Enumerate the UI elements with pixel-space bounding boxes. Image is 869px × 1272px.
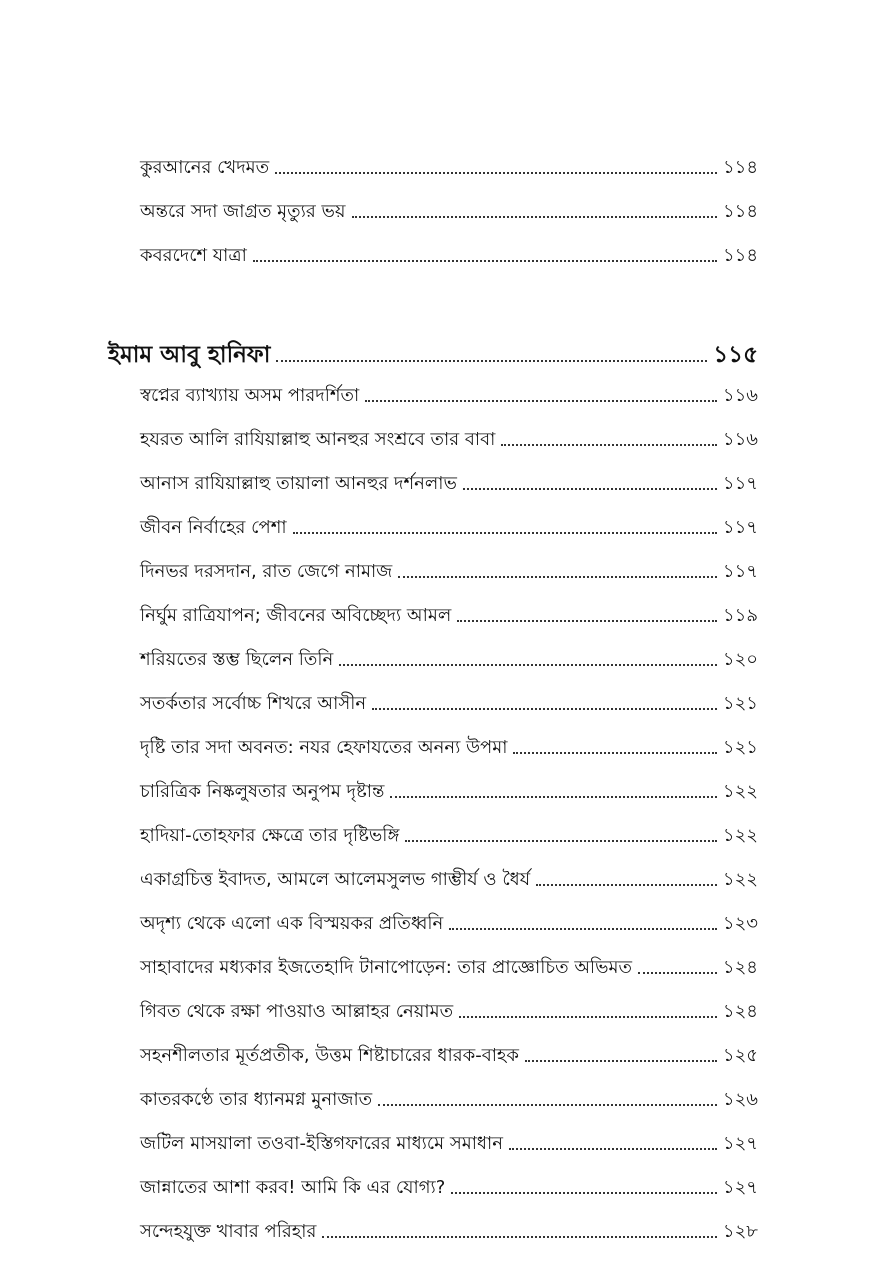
toc-subentry — [140, 862, 758, 892]
toc-subentry — [140, 686, 758, 716]
toc-entry-page: ১১৬ — [722, 429, 758, 450]
toc-entry-page: ১১৭ — [722, 473, 758, 494]
dot-leader — [253, 260, 717, 262]
toc-subentry — [140, 906, 758, 936]
toc-entry-page: ১১৪ — [722, 201, 758, 222]
dot-leader — [352, 216, 717, 218]
toc-entry-title: অন্তরে সদা জাগ্রত মৃত্যুর ভয় — [140, 201, 346, 222]
dot-leader — [509, 1148, 717, 1150]
toc-entry-title: কুরআনের খেদমত — [140, 157, 270, 178]
dot-leader — [372, 708, 717, 710]
toc-entry-page: ১২৭ — [722, 1133, 758, 1154]
toc-subentry — [140, 1038, 758, 1068]
toc-entry-title: সাহাবাদের মধ্যকার ইজতেহাদি টানাপোড়েন: তার প্রাজ্ঞোচিত অভিমত — [140, 957, 632, 978]
dot-leader — [463, 488, 717, 490]
toc-entry-page: ১২২ — [722, 781, 758, 802]
toc-subentry — [140, 378, 758, 408]
toc-entry — [140, 150, 758, 180]
toc-entry-title: আনাস রাযিয়াল্লাহু তায়ালা আনহুর দর্শনলাভ — [140, 473, 457, 494]
toc-entry-page: ১২৫ — [722, 1045, 758, 1066]
dot-leader — [513, 752, 716, 754]
toc-subentry — [140, 1082, 758, 1112]
dot-leader — [398, 576, 717, 578]
toc-subentry — [140, 1214, 758, 1244]
toc-entry-title: দিনভর দরসদান, রাত জেগে নামাজ — [140, 561, 393, 582]
toc-entry-title: একাগ্রচিত্ত ইবাদত, আমলে আলেমসুলভ গাম্ভীর্য ও ধৈর্য — [140, 869, 531, 890]
dot-leader — [276, 360, 707, 362]
dot-leader — [275, 172, 717, 174]
dot-leader — [339, 664, 717, 666]
toc-subentry — [140, 642, 758, 672]
toc-entry-title: চারিত্রিক নিষ্কলুষতার অনুপম দৃষ্টান্ত — [140, 781, 385, 802]
toc-subentry — [140, 510, 758, 540]
toc-entry-page: ১১৪ — [722, 245, 758, 266]
toc-subentry — [140, 774, 758, 804]
toc-subentry — [140, 950, 758, 980]
toc-entry-page: ১২১ — [722, 693, 758, 714]
toc-subentry — [140, 730, 758, 760]
section-title: ইমাম আবু হানিফা — [108, 342, 271, 368]
toc-entry-page: ১২০ — [722, 649, 758, 670]
toc-entry — [140, 238, 758, 268]
toc-entry-page: ১১৪ — [722, 157, 758, 178]
toc-entry-page: ১২৩ — [722, 913, 758, 934]
toc-entry-title: গিবত থেকে রক্ষা পাওয়াও আল্লাহর নেয়ামত — [140, 1001, 454, 1022]
section-page: ১১৫ — [713, 342, 758, 368]
toc-entry-title: সন্দেহযুক্ত খাবার পরিহার — [140, 1221, 317, 1242]
toc-entry-page: ১২৮ — [722, 1221, 758, 1242]
toc-entry-title: হাদিয়া-তোহফার ক্ষেত্রে তার দৃষ্টিভঙ্গি — [140, 825, 400, 846]
toc-entry-title: নির্ঘুম রাত্রিযাপন; জীবনের অবিচ্ছেদ্য আমল — [140, 605, 452, 626]
toc-entry-title: কবরদেশে যাত্রা — [140, 245, 247, 266]
toc-entry-page: ১২৪ — [722, 1001, 758, 1022]
toc-entry-page: ১২২ — [722, 825, 758, 846]
dot-leader — [449, 928, 717, 930]
toc-subentry — [140, 466, 758, 496]
toc-entry-page: ১২৭ — [722, 1177, 758, 1198]
toc-subentry — [140, 994, 758, 1024]
toc-entry-title: দৃষ্টি তার সদা অবনত: নযর হেফাযতের অনন্য উপমা — [140, 737, 508, 758]
toc-entry-title: জীবন নির্বাহের পেশা — [140, 517, 287, 538]
toc-entry-page: ১২১ — [722, 737, 758, 758]
toc-entry-title: কাতরকণ্ঠে তার ধ্যানমগ্ন মুনাজাত — [140, 1089, 373, 1110]
toc-entry-title: জটিল মাসয়ালা তওবা-ইস্তিগফারের মাধ্যমে সমাধান — [140, 1133, 503, 1154]
dot-leader — [293, 532, 717, 534]
toc-subentry — [140, 422, 758, 452]
toc-entry-page: ১১৯ — [722, 605, 758, 626]
toc-subentry — [140, 818, 758, 848]
toc-entry-title: অদৃশ্য থেকে এলো এক বিস্ময়কর প্রতিধ্বনি — [140, 913, 444, 934]
toc-section-heading — [108, 334, 758, 370]
toc-entry — [140, 194, 758, 224]
toc-entry-page: ১১৬ — [722, 385, 758, 406]
toc-entry-page: ১২৪ — [722, 957, 758, 978]
toc-entry-title: সহনশীলতার মূর্তপ্রতীক, উত্তম শিষ্টাচারের ধারক-বাহক — [140, 1045, 519, 1066]
toc-subentry — [140, 554, 758, 584]
toc-entry-page: ১১৭ — [722, 561, 758, 582]
dot-leader — [525, 1060, 717, 1062]
toc-entry-title: হযরত আলি রাযিয়াল্লাহু আনহুর সংশ্রবে তার বাবা — [140, 429, 496, 450]
dot-leader — [459, 1016, 717, 1018]
toc-entry-title: শরিয়তের স্তম্ভ ছিলেন তিনি — [140, 649, 334, 670]
dot-leader — [390, 796, 716, 798]
toc-entry-title: জান্নাতের আশা করব! আমি কি এর যোগ্য? — [140, 1177, 446, 1198]
toc-entry-title: সতর্কতার সর্বোচ্চ শিখরে আসীন — [140, 693, 367, 714]
dot-leader — [451, 1192, 717, 1194]
toc-entry-title: স্বপ্নের ব্যাখ্যায় অসম পারদর্শিতা — [140, 385, 360, 406]
dot-leader — [457, 620, 717, 622]
toc-subentry — [140, 598, 758, 628]
dot-leader — [405, 840, 717, 842]
toc-subentry — [140, 1126, 758, 1156]
toc-entry-page: ১১৭ — [722, 517, 758, 538]
dot-leader — [378, 1104, 717, 1106]
dot-leader — [536, 884, 717, 886]
dot-leader — [322, 1236, 717, 1238]
toc-entry-page: ১২৬ — [722, 1089, 758, 1110]
toc-entry-page: ১২২ — [722, 869, 758, 890]
dot-leader — [501, 444, 717, 446]
dot-leader — [638, 972, 717, 974]
toc-subentry — [140, 1170, 758, 1200]
dot-leader — [365, 400, 717, 402]
